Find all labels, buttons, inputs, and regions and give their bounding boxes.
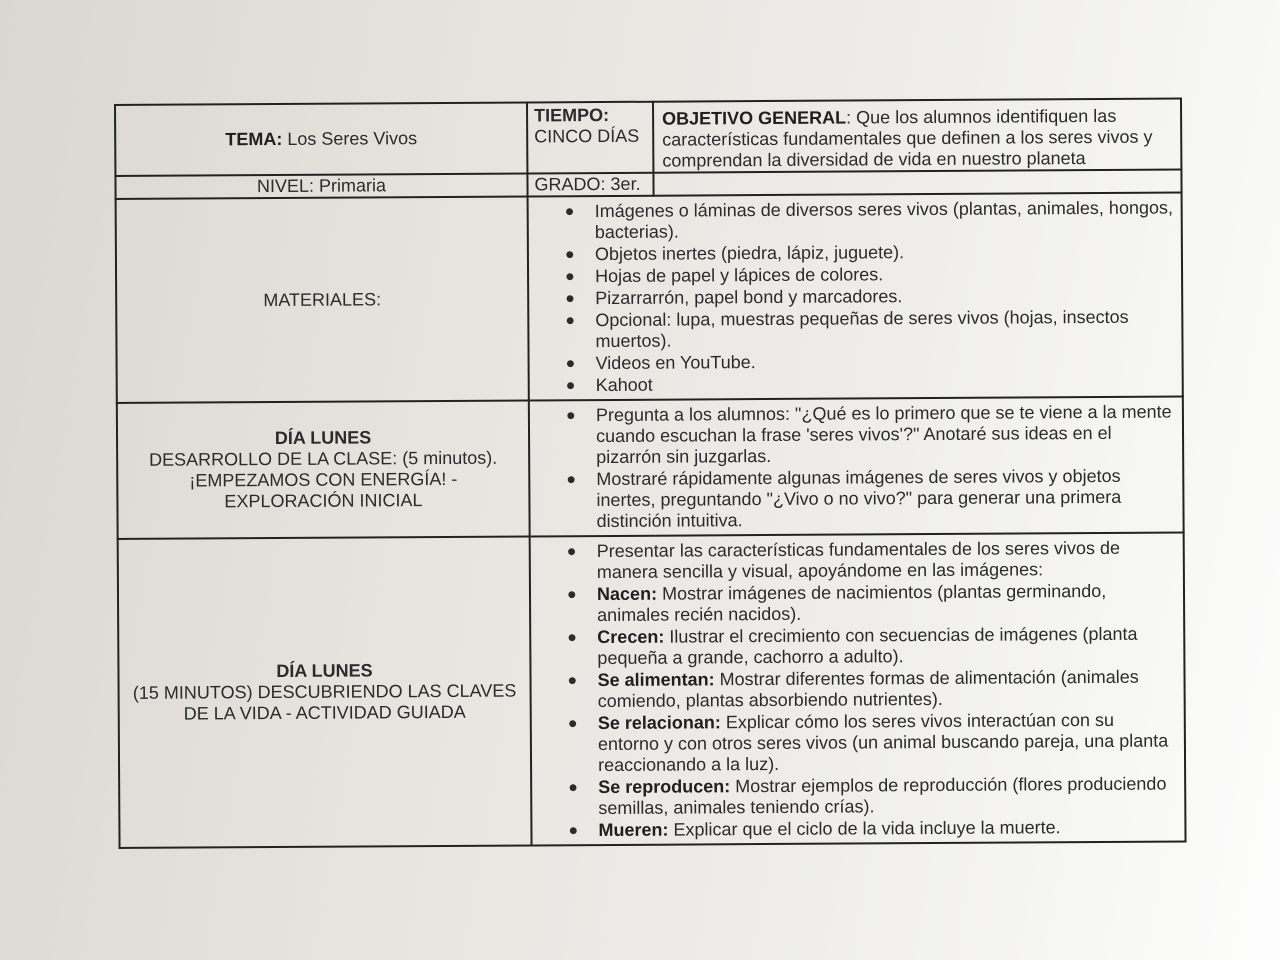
list-item [565, 263, 1175, 288]
list-item [566, 537, 1177, 584]
list-item-text: Pizarrarrón, papel bond y marcadores. [595, 286, 903, 309]
objetivo-value: : Que los alumnos identifiquen las características fundamentales que definen a los seres vivos y comprendan la diversidad de vida en nuestro planeta [662, 105, 1153, 171]
materiales-label: MATERIALES: [263, 288, 382, 310]
dia2-title: DÍA LUNES [276, 660, 373, 682]
grado-cell [527, 173, 653, 197]
nivel-cell [115, 173, 527, 199]
tiempo-label: TIEMPO: [534, 104, 610, 126]
bullet-icon: ● [565, 355, 576, 373]
bullet-icon: ● [567, 715, 578, 733]
list-item-text: Objetos inertes (piedra, lápiz, juguete). [594, 242, 905, 265]
list-item [564, 197, 1175, 244]
list-item-text: Mostrar ejemplos de reproducción (flores produciendo semillas, animales teniendo crías). [598, 773, 1167, 819]
dia2-label-cell [118, 536, 532, 848]
grado-text: GRADO: 3er. [534, 173, 641, 195]
list-item-text: Presentar las características fundamentales de los seres vivos de manera sencilla y visual, apoyándome en las imágenes: [596, 537, 1121, 583]
list-item [567, 623, 1177, 670]
list-item [565, 350, 1176, 375]
dia2-row [118, 532, 1186, 848]
list-item-keyword: Nacen: [596, 583, 658, 605]
list-item-text: Mostrar imágenes de nacimientos (plantas germinando, animales recién nacidos). [597, 580, 1107, 626]
tema-cell [115, 102, 527, 176]
bullet-icon: ● [565, 407, 576, 425]
materiales-list-cell [528, 192, 1183, 400]
materiales-label-cell [116, 196, 529, 403]
list-item-keyword: Crecen: [597, 626, 665, 648]
bullet-icon: ● [565, 377, 576, 395]
list-item-text: Pregunta a los alumnos: "¿Qué es lo primero que se te viene a la mente cuando escuchan la frase 'seres vivos'?" Anotaré sus ideas en el pizarrón sin juzgarlas. [595, 401, 1172, 468]
list-item-text: Explicar cómo los seres vivos interactúan con su entorno y con otros seres vivos (un animal buscando pareja, una planta reaccionando a la luz). [597, 709, 1169, 776]
list-item [565, 306, 1175, 353]
tiempo-value: CINCO DÍAS [534, 125, 640, 147]
bullet-icon: ● [566, 543, 577, 561]
list-item-text: Videos en YouTube. [595, 352, 756, 374]
dia1-list-cell [529, 396, 1184, 536]
list-item-keyword: Se relacionan: [597, 712, 721, 734]
lesson-plan-table [114, 97, 1187, 849]
list-item [565, 401, 1176, 469]
dia2-line1: (15 MINUTOS) DESCUBRIENDO LAS CLAVES DE LA VIDA - ACTIVIDAD GUIADA [132, 680, 517, 724]
dia1-list [530, 397, 1183, 535]
tema-value: Los Seres Vivos [282, 128, 418, 149]
tiempo-cell [527, 102, 653, 174]
dia1-label-cell [117, 400, 530, 539]
list-item [564, 241, 1175, 266]
header-row [115, 98, 1181, 176]
list-item [565, 372, 1176, 397]
dia1-line2: ¡EMPEZAMOS CON ENERGÍA! - EXPLORACIÓN INICIAL [189, 468, 458, 512]
objetivo-cell [653, 98, 1181, 172]
bullet-icon: ● [564, 203, 575, 221]
list-item [568, 773, 1178, 820]
materiales-list [529, 193, 1182, 399]
bullet-icon: ● [564, 246, 575, 264]
bullet-icon: ● [565, 290, 575, 308]
objetivo-label: OBJETIVO GENERAL [662, 107, 847, 129]
list-item-text: Imágenes o láminas de diversos seres vivos (plantas, animales, hongos, bacterias). [594, 197, 1174, 243]
bullet-icon: ● [568, 779, 578, 797]
list-item [565, 285, 1175, 310]
bullet-icon: ● [568, 822, 579, 840]
bullet-icon: ● [566, 471, 577, 489]
list-item-text: Explicar que el ciclo de la vida incluye la muerte. [668, 817, 1061, 840]
list-item-keyword: Se reproducen: [598, 776, 731, 798]
list-item-text: Ilustrar el crecimiento con secuencias de imágenes (planta pequeña a grande, cachorro a adulto). [597, 623, 1138, 669]
list-item-keyword: Se alimentan: [597, 669, 715, 691]
dia2-list [531, 533, 1185, 844]
bullet-icon: ● [565, 312, 576, 330]
bullet-icon: ● [565, 268, 575, 286]
list-item-text: Kahoot [595, 374, 653, 396]
bullet-icon: ● [566, 586, 577, 604]
dia1-title: DÍA LUNES [274, 427, 372, 449]
list-item-text: Hojas de papel y lápices de colores. [594, 264, 884, 287]
dia1-line1: DESARROLLO DE LA CLASE: (5 minutos). [149, 447, 498, 470]
nivel-text: NIVEL: Primaria [256, 175, 387, 197]
materiales-row [116, 192, 1183, 403]
list-item-text: Mostraré rápidamente algunas imágenes de seres vivos y objetos inertes, preguntando "¿Vivo o no vivo?" para generar una primera distinción intuitiva. [596, 465, 1122, 532]
list-item-text: Mostrar diferentes formas de alimentación (animales comiendo, plantas absorbiendo nutrientes). [597, 666, 1139, 712]
lesson-plan-sheet [114, 97, 1185, 848]
list-item [566, 465, 1176, 533]
bullet-icon: ● [567, 672, 578, 690]
list-item-keyword: Mueren: [598, 819, 669, 841]
list-item [568, 817, 1178, 842]
list-item [566, 580, 1177, 627]
dia1-row [117, 396, 1184, 539]
dia2-list-cell [530, 532, 1186, 845]
bullet-icon: ● [567, 629, 577, 647]
empty-cell [653, 169, 1181, 195]
list-item-text: Opcional: lupa, muestras pequeñas de seres vivos (hojas, insectos muertos). [595, 306, 1129, 352]
tema-label: TEMA: [225, 128, 283, 150]
list-item [567, 666, 1177, 713]
list-item [567, 709, 1178, 777]
